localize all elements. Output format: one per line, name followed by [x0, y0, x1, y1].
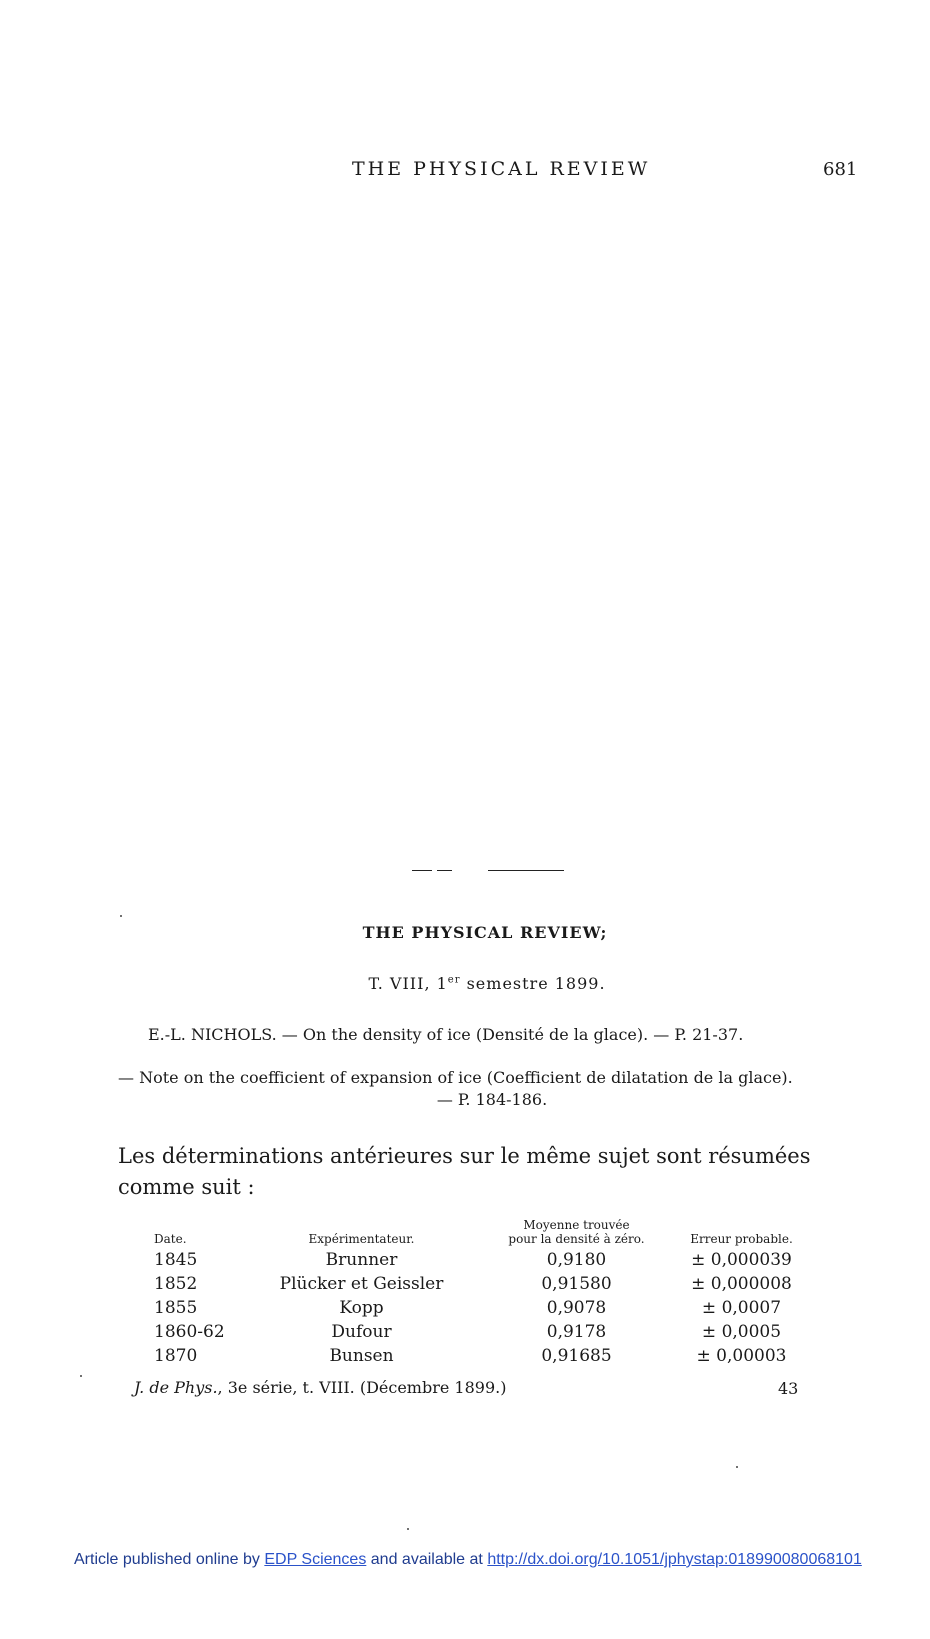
- publisher-link[interactable]: EDP Sciences: [264, 1551, 367, 1568]
- table-row: [146, 1320, 824, 1344]
- body-paragraph: Les déterminations antérieures sur le même sujet sont résumées comme suit :: [118, 1144, 811, 1199]
- header-error: Erreur probable.: [690, 1232, 793, 1246]
- speck: [80, 1375, 82, 1377]
- cell-mean: 0,9180: [546, 1250, 607, 1270]
- cell-error: ± 0,00003: [696, 1346, 787, 1366]
- table-row: [146, 1248, 824, 1272]
- cell-mean: 0,9178: [546, 1322, 607, 1342]
- speck: [407, 1528, 409, 1530]
- header-mean-line1: Moyenne trouvée: [523, 1218, 630, 1232]
- volume-line: [22, 974, 930, 993]
- article-entry-1: E.-L. NICHOLS. — On the density of ice (Densité de la glace). — P. 21-37.: [148, 1025, 744, 1044]
- running-title: THE PHYSICAL REVIEW: [352, 158, 651, 180]
- publisher-middle: and available at: [366, 1551, 488, 1568]
- table-row: [146, 1344, 824, 1368]
- cell-error: ± 0,000008: [691, 1274, 792, 1294]
- article-entry-2-pages: — P. 184-186.: [436, 1090, 548, 1109]
- cell-error: ± 0,0005: [701, 1322, 782, 1342]
- cell-date: 1855: [154, 1298, 198, 1318]
- cell-experimenter: Brunner: [325, 1250, 398, 1270]
- divider-rule: [412, 870, 432, 871]
- speck: [120, 915, 122, 917]
- volume-prefix: T. VIII, 1: [368, 974, 448, 993]
- cell-experimenter: Plücker et Geissler: [279, 1274, 444, 1294]
- cell-mean: 0,91580: [541, 1274, 612, 1294]
- volume-suffix: semestre 1899.: [460, 974, 606, 993]
- table-row: [146, 1272, 824, 1296]
- citation-journal: J. de Phys.: [134, 1378, 218, 1397]
- header-experimenter: Expérimentateur.: [308, 1232, 415, 1246]
- divider-rule: [437, 870, 452, 871]
- cell-date: 1845: [154, 1250, 198, 1270]
- cell-date: 1852: [154, 1274, 198, 1294]
- citation-rest: , 3e série, t. VIII. (Décembre 1899.): [217, 1378, 507, 1397]
- divider-rule: [488, 870, 564, 871]
- journal-title: THE PHYSICAL REVIEW;: [362, 923, 608, 942]
- footer-citation: [134, 1378, 506, 1397]
- article-entry-2: — Note on the coefficient of expansion of ice (Coefficient de dilatation de la glace).: [118, 1068, 793, 1087]
- cell-mean: 0,9078: [546, 1298, 607, 1318]
- cell-experimenter: Bunsen: [329, 1346, 394, 1366]
- header-mean: [494, 1218, 659, 1248]
- cell-mean: 0,91685: [541, 1346, 612, 1366]
- table-row: [146, 1296, 824, 1320]
- sheet-number: 43: [778, 1379, 799, 1398]
- cell-error: ± 0,0007: [701, 1298, 782, 1318]
- cell-date: 1860-62: [154, 1322, 225, 1342]
- table-header-row: [146, 1218, 824, 1248]
- publisher-prefix: Article published online by: [74, 1551, 265, 1568]
- cell-experimenter: Dufour: [331, 1322, 392, 1342]
- density-table: [146, 1218, 824, 1368]
- doi-link[interactable]: http://dx.doi.org/10.1051/jphystap:018990080068101: [487, 1551, 862, 1568]
- cell-date: 1870: [154, 1346, 198, 1366]
- header-date: Date.: [154, 1232, 187, 1246]
- volume-superscript: er: [447, 974, 461, 986]
- page-number: 681: [823, 159, 858, 180]
- header-mean-line2: pour la densité à zéro.: [508, 1232, 645, 1246]
- cell-error: ± 0,000039: [691, 1250, 792, 1270]
- cell-experimenter: Kopp: [339, 1298, 384, 1318]
- speck: [736, 1466, 738, 1468]
- publisher-notice: [74, 1551, 862, 1569]
